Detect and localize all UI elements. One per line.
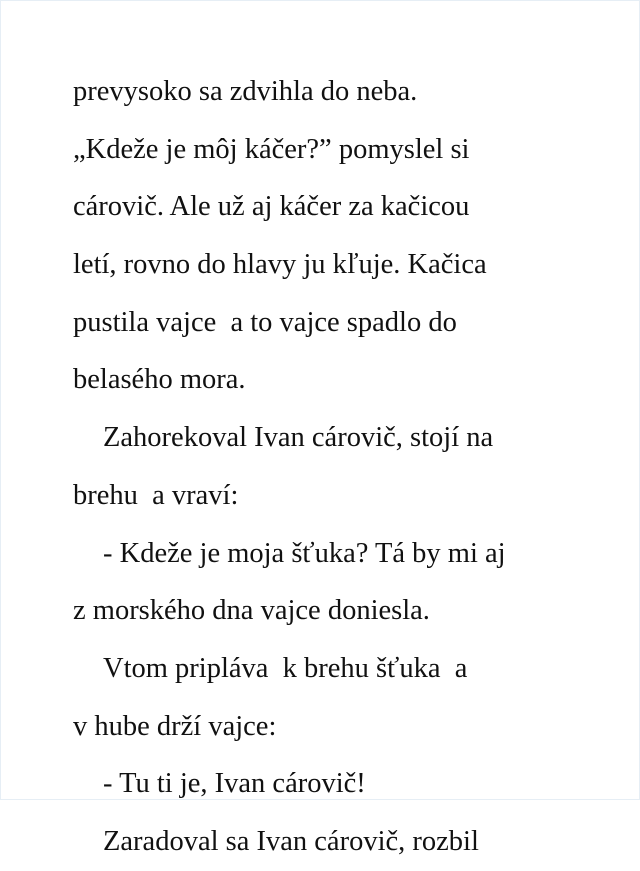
text-line: - Kdeže je moja šťuka? Tá by mi aj — [103, 537, 506, 569]
text-line: Zahorekoval Ivan cárovič, stojí na — [103, 422, 494, 454]
text-line: - Tu ti je, Ivan cárovič! — [103, 768, 366, 800]
text-line: Zaradoval sa Ivan cárovič, rozbil — [103, 825, 479, 857]
text-line: „Kdeže je môj káčer?” pomyslel si — [73, 133, 470, 165]
text-line: v hube drží vajce: — [73, 710, 277, 742]
text-line: letí, rovno do hlavy ju kľuje. Kačica — [73, 249, 487, 281]
story-text — [73, 63, 613, 871]
text-line: Vtom pripláva k brehu šťuka a — [103, 652, 468, 684]
text-line: cárovič. Ale už aj káčer za kačicou — [73, 191, 470, 223]
text-line: brehu a vraví: — [73, 479, 239, 511]
text-line: belasého mora. — [73, 364, 246, 396]
text-line: pustila vajce a to vajce spadlo do — [73, 306, 457, 338]
text-line: prevysoko sa zdvihla do neba. — [73, 76, 418, 107]
text-line: z morského dna vajce doniesla. — [73, 595, 430, 627]
